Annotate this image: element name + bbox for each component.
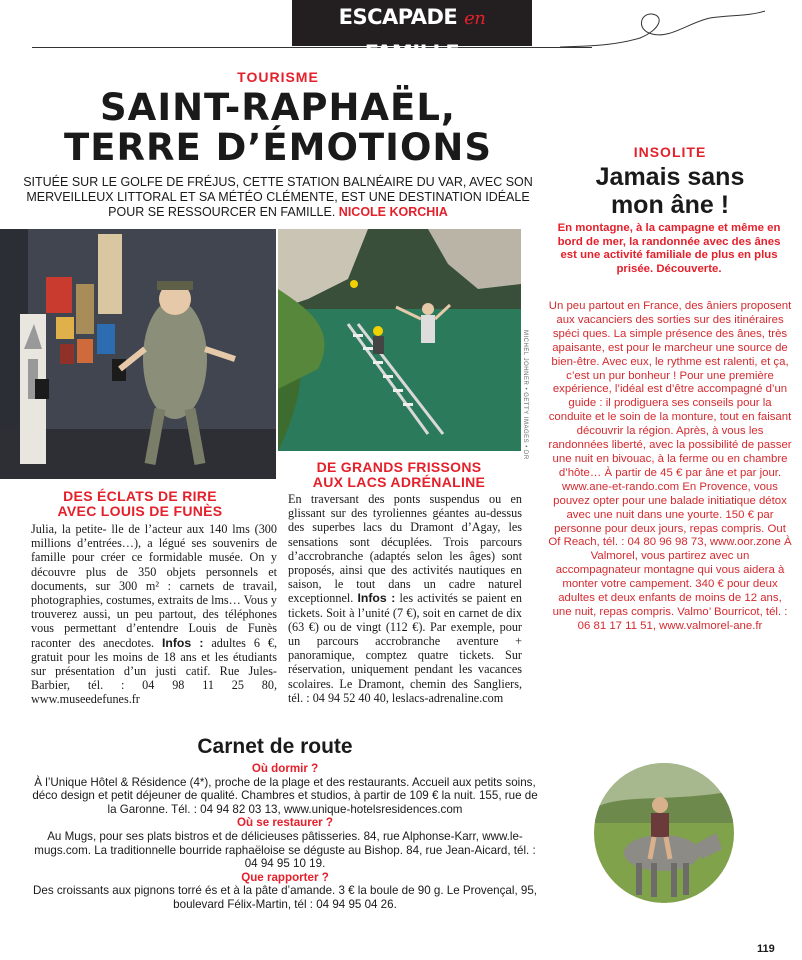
masthead-title [292, 0, 532, 70]
masthead-ornament: — ✦ • ✦ — [379, 69, 445, 79]
sidebar-kicker: INSOLITE [633, 144, 707, 160]
donkey-photo [594, 763, 734, 903]
carnet-question-bring: Que rapporter ? [241, 870, 329, 884]
section-masthead [292, 0, 532, 79]
mid-title-line-2: AUX LACS ADRÉNALINE [312, 474, 486, 490]
article-intro [20, 175, 536, 220]
left-section-title [40, 489, 240, 519]
left-section-body [31, 522, 277, 707]
sidebar-title-line-1: Jamais sans [595, 163, 745, 191]
left-info-label: Infos : [162, 635, 204, 650]
left-title-line-2: AVEC LOUIS DE FUNÈS [57, 503, 223, 519]
carnet-answer-sleep: À l’Unique Hôtel & Résidence (4*), proche de la plage et des restaurants. Accueil aux petits soins, déco design et petit déjeuner de qualité. Chambres et studios, à partir de 109 € la nuit. 155, rue de la Garonne. Tél. : 04 94 82 03 13, www.unique-hotelsresidences.com [32, 775, 538, 816]
mid-section-title [289, 460, 509, 490]
sidebar-lead: En montagne, à la campagne et même en bord de mer, la randonnée avec des ânes est une activité familiale de plus en plus prisée. Découverte. [557, 222, 781, 275]
left-info-text: adultes 6 €, gratuit pour les moins de 18 ans et les étudiants sur présentation d’un justi catif. Rue Jules-Barbier, tél. : 04 98 11 25 80, www.museedefunes.fr [31, 635, 277, 707]
article-kicker: TOURISME [237, 69, 319, 85]
carnet-question-eat: Où se restaurer ? [236, 816, 333, 830]
museum-photo [0, 229, 276, 479]
masthead-word-3: FAMILLE [364, 41, 460, 65]
carnet-question-sleep: Où dormir ? [251, 762, 319, 775]
intro-text: SITUÉE SUR LE GOLFE DE FRÉJUS, CETTE STATION BALNÉAIRE DU VAR, AVEC SON MERVEILLEUX LITTORAL ET SA MÉTÉO CLÉMENTE, EST UNE DESTINATION IDÉALE POUR SE RESSOURCER EN FAMILLE. [23, 175, 533, 219]
donkey-illustration [594, 763, 734, 903]
carnet-body [30, 762, 540, 912]
masthead-word-1: ESCAPADE [338, 5, 458, 29]
mid-section-body [288, 492, 522, 705]
mid-info-text: les activités se paient en tickets. Soit à l’unité (7 €), soit en carnet de dix (63 €) ou de vingt (112 €). Par exemple, pour un parcours accrobranche aventure + panoramique, comptez quatre tickets. Sur réservation, uniquement pendant les vacances scolaires. Le Dramont, chemin des Sangliers, tél. : 04 94 52 40 40, leslacs-adrenaline.com [288, 591, 523, 705]
sidebar-body: Un peu partout en France, des âniers proposent aux vacanciers des sorties sur des itinéraires spéci ques. La simple présence des ânes, très apaisante, est pour le marcheur une source de bien-être. Avec eux, le rythme est ralenti, et ça, c’est un pur bonheur ! Pour une première expérience, l’idéal est d’être accompagné d’un guide : il prodiguera ses conseils pour la conduite et le soin de la monture, tout en faisant découvrir la région. Après, à vous les randonnées liberté, avec la possibilité de passer une nuit en bivouac, à la ferme ou en chambre d’hôte… À partir de 45 € par âne et par jour. www.ane-et-rando.com En Provence, vous pouvez opter pour une balade initiatique détox avec une nuit dans une yourte. 150 € par personne pour deux jours, repas compris. Out Of Reach, tél. : 04 80 96 98 73, www.oor.zone À Valmorel, vous partirez avec un accompagnateur montagne qui vous aidera à monter votre campement. 340 € pour deux adultes et deux enfants de moins de 12 ans, une nuit, repas compris. Valmo’ Bourricot, tél. : 06 81 17 11 51, www.valmorel-ane.fr [548, 300, 792, 632]
museum-illustration [0, 229, 276, 479]
adventure-park-photo [278, 229, 521, 451]
title-line-2: TERRE D’ÉMOTIONS [63, 126, 493, 169]
article-title [0, 88, 556, 168]
mid-info-label: Infos : [357, 591, 396, 606]
article-author: NICOLE KORCHIA [338, 205, 448, 219]
title-line-1: SAINT-RAPHAËL, [100, 86, 456, 129]
mid-title-line-1: DE GRANDS FRISSONS [316, 459, 482, 475]
page-number: 119 [757, 943, 775, 955]
adventure-illustration [278, 229, 521, 451]
mid-body-text: En traversant des ponts suspendus ou en glissant sur des tyroliennes géantes au-dessus des superbes lacs du Dramont d’Agay, les sensations sont décuplées. Trois parcours d’accrobranche (adaptés selon les âges) sont proposés, ainsi que des activités nautiques en saison, le tout dans un cadre naturel exceptionnel. [288, 492, 522, 606]
carnet-answer-eat: Au Mugs, pour ses plats bistros et de délicieuses pâtisseries. 84, rue Alphonse-Karr, www.le-mugs.com. La traditionnelle bourride raphaëloise se déguste au Bishop. 84, rue Jean-Aicard, tél. : 04 94 95 10 19. [34, 829, 536, 871]
sidebar-title [540, 163, 800, 219]
left-title-line-1: DES ÉCLATS DE RIRE [63, 488, 217, 504]
photo-credit: MICHEL JOHNER • GETTY IMAGES • DR [522, 330, 528, 460]
decorative-swirl [560, 8, 770, 53]
masthead-word-2: en [464, 8, 486, 29]
sidebar-title-line-2: mon âne ! [610, 191, 730, 219]
carnet-answer-bring: Des croissants aux pignons torré és et à la pâte d’amande. 3 € la boule de 90 g. Le Provençal, 95, boulevard Félix-Martin, tél : 04 94 95 04 26. [33, 884, 537, 911]
carnet-title: Carnet de route [197, 735, 353, 758]
left-body-text: Julia, la petite- lle de l’acteur aux 140 lms (300 millions d’entrées…), a légué ses souvenirs de famille pour créer ce formidable musée. On y découvre plus de 350 objets personnels et documents, sur 300 m² : carnets de travail, photographies, costumes, extraits de lms… Vous y trouverez aussi, un peu partout, des téléphones vous permettant d’entendre Louis de Funès raconter des anecdotes. [31, 522, 277, 650]
